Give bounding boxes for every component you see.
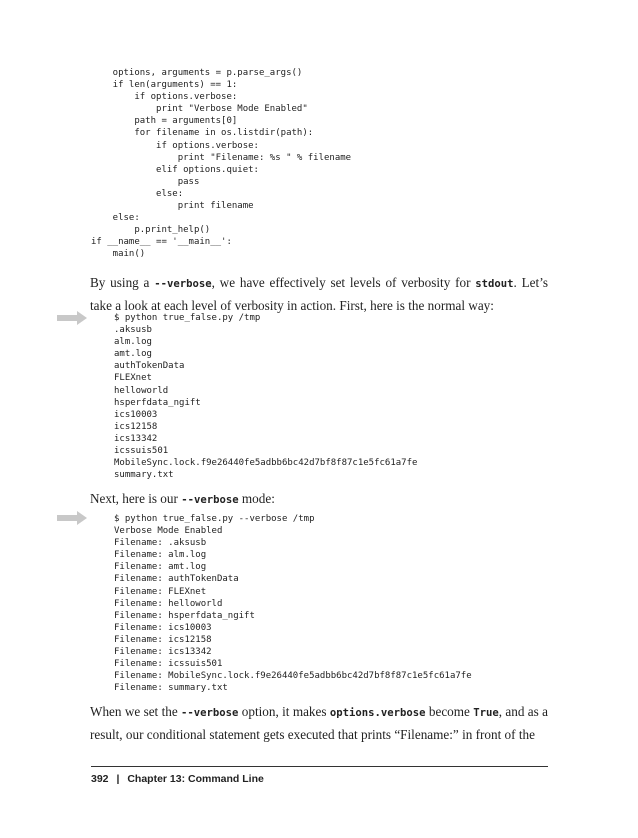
code-line: $ python true_false.py /tmp bbox=[114, 313, 261, 323]
code-line: print "Filename: %s " % filename bbox=[91, 152, 352, 163]
text: Next, here is our bbox=[90, 491, 182, 506]
arrow-icon bbox=[57, 311, 87, 325]
inline-code: stdout bbox=[475, 278, 514, 290]
text: become bbox=[425, 704, 474, 719]
inline-code: --verbose bbox=[154, 278, 212, 290]
page-number: 392 bbox=[91, 773, 109, 785]
code-line: Filename: amt.log bbox=[114, 562, 207, 573]
code-line: elif options.quiet: bbox=[91, 164, 259, 175]
text: , we have effectively set levels of verbosity for bbox=[211, 275, 476, 290]
footer-rule bbox=[91, 766, 548, 767]
code-line: ics10003 bbox=[114, 409, 158, 420]
inline-code: options.verbose bbox=[329, 707, 426, 719]
code-block-1 bbox=[91, 67, 351, 261]
code-line: MobileSync.lock.f9e26440fe5adbb6bc42d7bf8f87c1e5fc61a7fe bbox=[114, 458, 418, 469]
text: . Let’s take a look at each level of verbosity in action. First, here is the normal way: bbox=[90, 275, 548, 313]
code-line: path = arguments[0] bbox=[91, 116, 238, 127]
code-line: if len(arguments) == 1: bbox=[91, 80, 238, 91]
code-line: authTokenData bbox=[114, 361, 185, 372]
code-line: FLEXnet bbox=[114, 373, 152, 384]
code-line: else: bbox=[91, 213, 140, 224]
code-line: Filename: ics10003 bbox=[114, 622, 212, 633]
code-line: amt.log bbox=[114, 349, 152, 360]
code-block-3 bbox=[114, 513, 472, 694]
code-line: helloworld bbox=[114, 385, 169, 396]
code-line: Filename: alm.log bbox=[114, 550, 207, 561]
code-line: $ python true_false.py --verbose /tmp bbox=[114, 514, 315, 524]
code-line: if __name__ == '__main__': bbox=[91, 237, 232, 248]
code-line: hsperfdata_ngift bbox=[114, 397, 201, 408]
arrow-icon bbox=[57, 511, 87, 525]
code-line: alm.log bbox=[114, 337, 152, 348]
code-line: Filename: MobileSync.lock.f9e26440fe5adbb6bc42d7bf8f87c1e5fc61a7fe bbox=[114, 671, 472, 682]
paragraph-1 bbox=[90, 272, 548, 316]
code-line: Filename: icssuis501 bbox=[114, 659, 223, 670]
inline-code: True bbox=[473, 707, 499, 719]
code-line: for filename in os.listdir(path): bbox=[91, 128, 314, 139]
code-line: else: bbox=[91, 188, 184, 199]
code-line: pass bbox=[91, 176, 200, 187]
code-line: p.print_help() bbox=[91, 225, 211, 236]
code-line: summary.txt bbox=[114, 470, 174, 481]
text: mode: bbox=[238, 491, 275, 506]
code-line: if options.verbose: bbox=[91, 92, 238, 103]
code-line: Filename: FLEXnet bbox=[114, 586, 207, 597]
text: , and as a result, our conditional statement gets executed that prints “Filename:” in front of the bbox=[90, 704, 548, 742]
code-line: Filename: summary.txt bbox=[114, 683, 228, 694]
code-line: if options.verbose: bbox=[91, 140, 259, 151]
code-line: Verbose Mode Enabled bbox=[114, 526, 223, 537]
paragraph-2 bbox=[90, 488, 548, 511]
paragraph-3 bbox=[90, 701, 548, 745]
inline-code: --verbose bbox=[181, 494, 239, 506]
chapter-title: Chapter 13: Command Line bbox=[127, 773, 264, 785]
code-line: ics12158 bbox=[114, 421, 158, 432]
code-line: main() bbox=[91, 249, 146, 260]
code-line: print filename bbox=[91, 201, 254, 212]
code-line: ics13342 bbox=[114, 433, 158, 444]
code-block-2 bbox=[114, 312, 417, 481]
code-line: Filename: helloworld bbox=[114, 598, 223, 609]
footer-separator: | bbox=[116, 773, 120, 785]
page-footer bbox=[91, 773, 264, 785]
code-line: icssuis501 bbox=[114, 446, 169, 457]
inline-code: --verbose bbox=[181, 707, 239, 719]
code-line: Filename: ics13342 bbox=[114, 647, 212, 658]
code-line: options, arguments = p.parse_args() bbox=[91, 68, 303, 78]
code-line: Filename: .aksusb bbox=[114, 538, 207, 549]
text: When we set the bbox=[90, 704, 182, 719]
code-line: print "Verbose Mode Enabled" bbox=[91, 104, 308, 115]
code-line: .aksusb bbox=[114, 325, 152, 336]
text: By using a bbox=[90, 275, 155, 290]
code-line: Filename: hsperfdata_ngift bbox=[114, 610, 255, 621]
text: option, it makes bbox=[238, 704, 330, 719]
code-line: Filename: ics12158 bbox=[114, 634, 212, 645]
code-line: Filename: authTokenData bbox=[114, 574, 239, 585]
